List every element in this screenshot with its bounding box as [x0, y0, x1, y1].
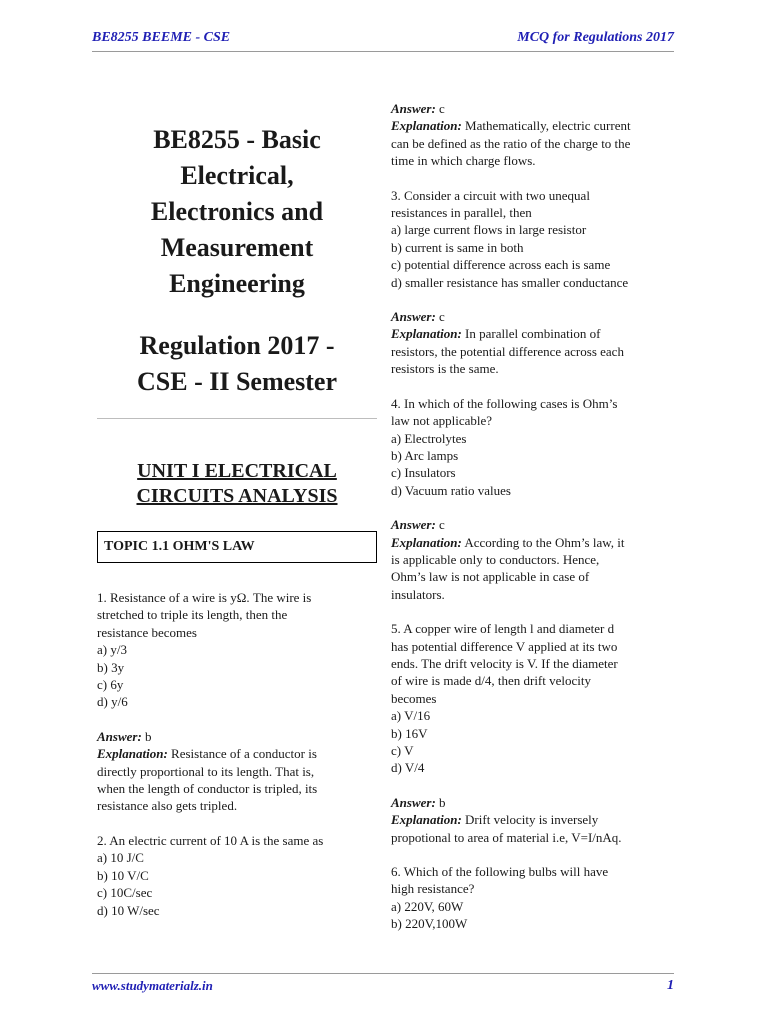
- explanation-line: propotional to area of material i.e, V=I/nAq.: [391, 829, 622, 845]
- question-line: becomes: [391, 690, 437, 706]
- question-3: [391, 187, 676, 291]
- answer-label: Answer:: [391, 101, 436, 116]
- question-line: 1. Resistance of a wire is yΩ. The wire is: [97, 590, 312, 605]
- question-2: [97, 832, 377, 919]
- answer-1: [97, 728, 377, 815]
- option: b) 3y: [97, 659, 125, 675]
- question-1: [97, 589, 377, 711]
- option: d) 10 W/sec: [97, 902, 160, 918]
- answer-label: Answer:: [97, 728, 142, 744]
- option: a) 220V, 60W: [391, 898, 464, 914]
- option: c) potential difference across each is same: [391, 257, 611, 273]
- explanation-label: Explanation:: [97, 746, 168, 762]
- explanation-text: Resistance of a conductor is: [167, 746, 317, 762]
- explanation-line: is applicable only to conductors. Hence,: [391, 551, 600, 567]
- explanation-label: Explanation:: [391, 812, 462, 828]
- page-footer: [92, 978, 674, 998]
- explanation-text: In parallel combination of: [461, 326, 601, 342]
- explanation-line: can be defined as the ratio of the charge to the: [391, 135, 631, 151]
- unit-heading: [97, 459, 377, 509]
- regulation-line: CSE - II Semester: [136, 367, 338, 396]
- explanation-label: Explanation:: [391, 534, 462, 550]
- explanation-line: [391, 534, 676, 551]
- option: a) Electrolytes: [391, 430, 467, 446]
- option: a) 10 J/C: [97, 850, 144, 866]
- question-line: resistance becomes: [97, 624, 197, 640]
- answer-line: [97, 728, 377, 745]
- option: c) V: [391, 743, 414, 758]
- explanation-line: [391, 325, 676, 342]
- option: b) Arc lamps: [391, 447, 459, 463]
- explanation-line: resistance also gets tripled.: [97, 798, 238, 814]
- question-line: 3. Consider a circuit with two unequal: [391, 187, 590, 203]
- explanation-line: [391, 811, 676, 828]
- course-title: [97, 122, 377, 302]
- topic-heading: TOPIC 1.1 OHM'S LAW: [97, 531, 377, 563]
- option: b) current is same in both: [391, 239, 524, 255]
- question-5: [391, 620, 676, 777]
- explanation-label: Explanation:: [391, 326, 462, 342]
- option: a) large current flows in large resistor: [391, 222, 587, 238]
- question-line: resistances in parallel, then: [391, 205, 532, 221]
- title-divider: [97, 418, 377, 419]
- explanation-label: Explanation:: [391, 118, 462, 134]
- title-line: Measurement: [160, 233, 314, 262]
- question-line: stretched to triple its length, then the: [97, 607, 288, 623]
- option: a) V/16: [391, 708, 431, 724]
- question-line: of wire is made d/4, then drift velocity: [391, 673, 592, 689]
- explanation-line: [391, 117, 676, 134]
- answer-label: Answer:: [391, 309, 436, 325]
- title-line: Engineering: [169, 269, 305, 298]
- answer-3: [391, 308, 676, 378]
- question-line: has potential difference V applied at its two: [391, 638, 618, 654]
- footer-rule: [92, 973, 674, 974]
- answer-2: [391, 100, 676, 170]
- option: a) y/3: [97, 642, 127, 658]
- page-header: [92, 30, 674, 52]
- option: d) smaller resistance has smaller conductance: [391, 274, 629, 290]
- answer-value: c: [439, 101, 445, 116]
- question-line: law not applicable?: [391, 413, 493, 429]
- explanation-line: time in which charge flows.: [391, 153, 536, 169]
- explanation-line: resistors is the same.: [391, 361, 499, 377]
- answer-line: [391, 100, 676, 117]
- option: b) 10 V/C: [97, 867, 149, 883]
- explanation-line: insulators.: [391, 586, 445, 602]
- regulation-title: [97, 328, 377, 400]
- explanation-text: According to the Ohm’s law, it: [461, 534, 625, 550]
- question-line: 5. A copper wire of length l and diameter d: [391, 621, 615, 637]
- explanation-line: Ohm’s law is not applicable in case of: [391, 569, 590, 585]
- answer-label: Answer:: [391, 517, 436, 533]
- question-line: 4. In which of the following cases is Ohm’s: [391, 395, 618, 411]
- option: d) V/4: [391, 760, 425, 776]
- explanation-line: resistors, the potential difference across each: [391, 343, 624, 359]
- right-column: [391, 100, 676, 933]
- footer-site-link[interactable]: www.studymaterialz.in: [92, 978, 213, 993]
- question-line: ends. The drift velocity is V. If the diameter: [391, 655, 618, 671]
- question-4: [391, 395, 676, 499]
- title-line: Electrical,: [180, 161, 294, 190]
- answer-line: [391, 308, 676, 325]
- option: c) Insulators: [391, 465, 456, 481]
- answer-line: [391, 794, 676, 811]
- answer-value: c: [439, 517, 445, 533]
- header-doc-type: MCQ for Regulations 2017: [517, 30, 674, 45]
- question-line: 2. An electric current of 10 A is the same as: [97, 832, 324, 848]
- option: d) y/6: [97, 694, 128, 710]
- option: c) 6y: [97, 677, 124, 693]
- explanation-line: when the length of conductor is tripled, its: [97, 781, 318, 797]
- question-6: [391, 863, 676, 933]
- left-column: [97, 122, 377, 919]
- unit-line: CIRCUITS ANALYSIS: [136, 485, 338, 507]
- title-line: BE8255 - Basic: [153, 125, 321, 154]
- header-rule: [92, 51, 674, 52]
- title-line: Electronics and: [150, 197, 324, 226]
- option: c) 10C/sec: [97, 885, 153, 901]
- answer-5: [391, 794, 676, 846]
- explanation-text: Drift velocity is inversely: [461, 812, 599, 828]
- option: b) 220V,100W: [391, 916, 468, 932]
- answer-value: b: [145, 728, 152, 744]
- answer-value: c: [439, 309, 445, 325]
- answer-value: b: [439, 794, 446, 810]
- question-line: high resistance?: [391, 881, 475, 897]
- answer-4: [391, 516, 676, 603]
- explanation-text: Mathematically, electric current: [461, 118, 631, 134]
- regulation-line: Regulation 2017 -: [139, 331, 335, 360]
- answer-line: [391, 516, 676, 533]
- question-line: 6. Which of the following bulbs will have: [391, 864, 609, 880]
- unit-line: UNIT I ELECTRICAL: [137, 460, 337, 482]
- option: b) 16V: [391, 725, 428, 741]
- page-number: 1: [667, 978, 674, 993]
- header-course-code: BE8255 BEEME - CSE: [92, 30, 231, 45]
- option: d) Vacuum ratio values: [391, 482, 511, 498]
- explanation-line: directly proportional to its length. That is,: [97, 763, 315, 779]
- explanation-line: [97, 745, 377, 762]
- answer-label: Answer:: [391, 794, 436, 810]
